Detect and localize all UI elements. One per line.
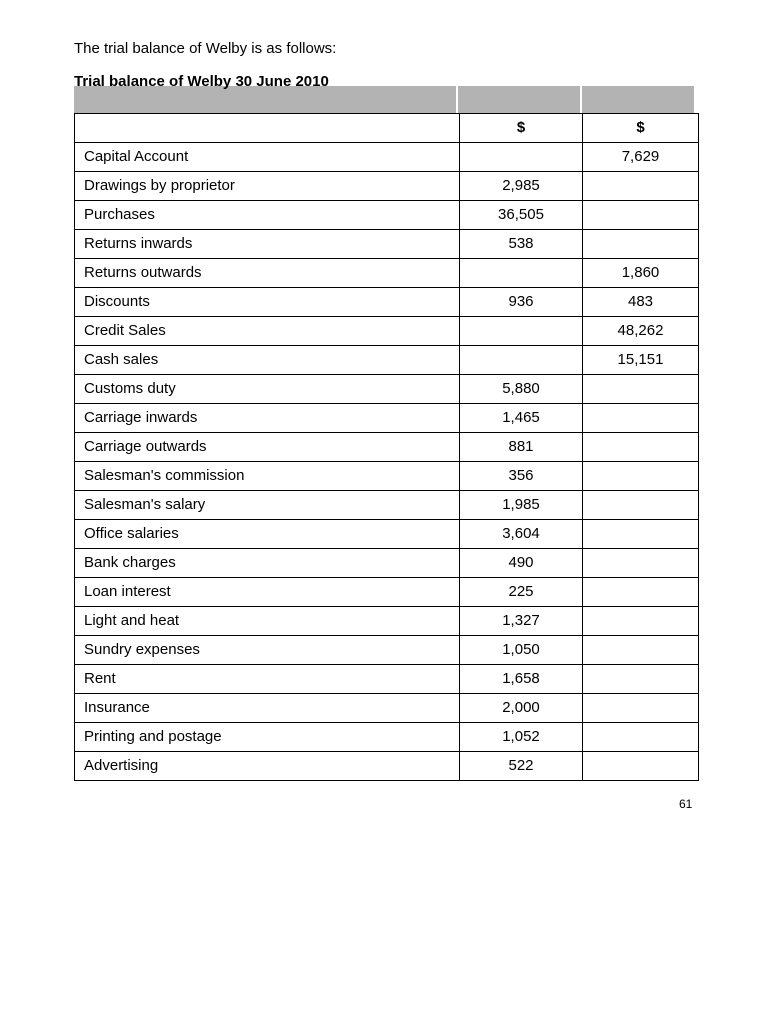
credit-cell: [583, 520, 699, 549]
table-row: [75, 346, 699, 375]
table-row: [75, 143, 699, 172]
debit-cell: [460, 259, 583, 288]
credit-cell: [583, 201, 699, 230]
debit-cell: [460, 143, 583, 172]
account-cell: Returns outwards: [75, 259, 460, 288]
credit-cell: [583, 549, 699, 578]
credit-cell: [583, 375, 699, 404]
debit-cell: 356: [460, 462, 583, 491]
account-cell: Office salaries: [75, 520, 460, 549]
debit-cell: 5,880: [460, 375, 583, 404]
account-cell: Drawings by proprietor: [75, 172, 460, 201]
table-row: [75, 491, 699, 520]
debit-cell: 538: [460, 230, 583, 259]
account-cell: Purchases: [75, 201, 460, 230]
credit-cell: [583, 665, 699, 694]
account-cell: Carriage outwards: [75, 433, 460, 462]
debit-cell: 2,985: [460, 172, 583, 201]
table-row: [75, 259, 699, 288]
account-cell: Discounts: [75, 288, 460, 317]
credit-cell: [583, 172, 699, 201]
credit-cell: [583, 230, 699, 259]
account-cell: Printing and postage: [75, 723, 460, 752]
debit-cell: 1,327: [460, 607, 583, 636]
account-cell: Light and heat: [75, 607, 460, 636]
account-cell: Carriage inwards: [75, 404, 460, 433]
debit-cell: 1,985: [460, 491, 583, 520]
credit-cell: [583, 491, 699, 520]
table-title: Trial balance of Welby 30 June 2010: [74, 73, 329, 90]
table-row: [75, 288, 699, 317]
table-row: [75, 230, 699, 259]
debit-cell: 1,050: [460, 636, 583, 665]
column-header-debit: $: [460, 114, 583, 143]
trial-balance-table: [74, 113, 699, 781]
table-row: [75, 172, 699, 201]
account-cell: Credit Sales: [75, 317, 460, 346]
debit-cell: 522: [460, 752, 583, 781]
account-cell: Advertising: [75, 752, 460, 781]
header-band-cell: [582, 86, 694, 113]
account-cell: Insurance: [75, 694, 460, 723]
table-row: [75, 462, 699, 491]
credit-cell: [583, 636, 699, 665]
debit-cell: 36,505: [460, 201, 583, 230]
table-row: [75, 404, 699, 433]
column-header-credit: $: [583, 114, 699, 143]
account-cell: Sundry expenses: [75, 636, 460, 665]
debit-cell: 936: [460, 288, 583, 317]
credit-cell: 48,262: [583, 317, 699, 346]
account-cell: Capital Account: [75, 143, 460, 172]
debit-cell: 2,000: [460, 694, 583, 723]
intro-text: The trial balance of Welby is as follows:: [74, 40, 337, 57]
account-cell: Loan interest: [75, 578, 460, 607]
debit-cell: 225: [460, 578, 583, 607]
credit-cell: [583, 723, 699, 752]
account-cell: Cash sales: [75, 346, 460, 375]
account-cell: Bank charges: [75, 549, 460, 578]
account-cell: Salesman's salary: [75, 491, 460, 520]
credit-cell: 7,629: [583, 143, 699, 172]
table-row: [75, 636, 699, 665]
credit-cell: [583, 607, 699, 636]
account-cell: Rent: [75, 665, 460, 694]
table-row: [75, 520, 699, 549]
credit-cell: [583, 578, 699, 607]
table-row: [75, 375, 699, 404]
account-cell: Salesman's commission: [75, 462, 460, 491]
credit-cell: 15,151: [583, 346, 699, 375]
header-band-cell: [458, 86, 580, 113]
credit-cell: [583, 404, 699, 433]
credit-cell: [583, 752, 699, 781]
trial-balance-body: [75, 114, 699, 781]
debit-cell: 1,465: [460, 404, 583, 433]
credit-cell: [583, 694, 699, 723]
debit-cell: 490: [460, 549, 583, 578]
credit-cell: [583, 462, 699, 491]
credit-cell: 483: [583, 288, 699, 317]
table-row: [75, 317, 699, 346]
debit-cell: 3,604: [460, 520, 583, 549]
table-row: [75, 607, 699, 636]
debit-cell: [460, 346, 583, 375]
column-header-account: [75, 114, 460, 143]
debit-cell: 881: [460, 433, 583, 462]
debit-cell: [460, 317, 583, 346]
debit-cell: 1,658: [460, 665, 583, 694]
table-row: [75, 665, 699, 694]
table-row: [75, 433, 699, 462]
account-cell: Returns inwards: [75, 230, 460, 259]
table-row: [75, 549, 699, 578]
table-row: [75, 694, 699, 723]
table-row: [75, 578, 699, 607]
column-header-row: [75, 114, 699, 143]
page-number: 61: [679, 797, 693, 811]
debit-cell: 1,052: [460, 723, 583, 752]
table-row: [75, 201, 699, 230]
credit-cell: [583, 433, 699, 462]
account-cell: Customs duty: [75, 375, 460, 404]
table-row: [75, 723, 699, 752]
table-row: [75, 752, 699, 781]
credit-cell: 1,860: [583, 259, 699, 288]
